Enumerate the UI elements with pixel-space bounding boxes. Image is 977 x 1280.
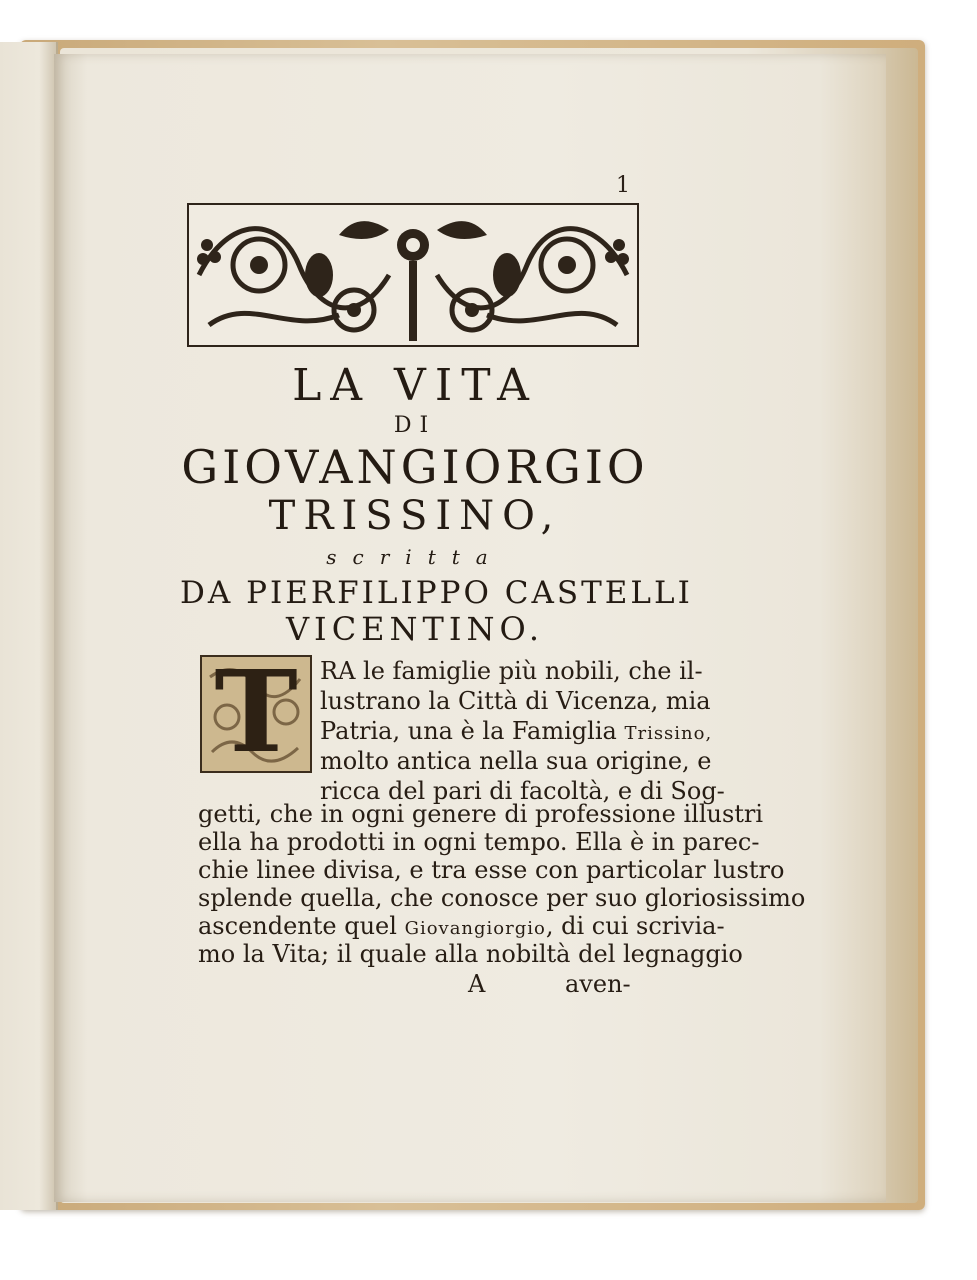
body-line-9: splende quella, che conosce per suo gloriosissimo <box>198 884 806 912</box>
body-line-4: molto antica nella sua origine, e <box>320 747 712 775</box>
body-line-1: RA le famiglie più nobili, che il- <box>320 657 703 685</box>
title-di: DI <box>393 413 437 438</box>
signature-mark: A <box>468 970 486 998</box>
body-line-10-end: , di cui scrivia- <box>545 912 725 940</box>
title-giovangiorgio: GIOVANGIORGIO <box>181 440 649 494</box>
headpiece-ornament-icon <box>189 205 637 345</box>
catchword: aven- <box>565 970 631 998</box>
folio-number: 1 <box>616 173 630 198</box>
title-author: DA PIERFILIPPO CASTELLI <box>180 575 693 611</box>
body-line-7: ella ha prodotti in ogni tempo. Ella è in parec- <box>198 828 760 856</box>
title-trissino: TRISSINO, <box>268 493 562 539</box>
body-line-10 <box>198 912 725 940</box>
body-line-6: getti, che in ogni genere di professione illustri <box>198 800 764 828</box>
body-line-2: lustrano la Città di Vicenza, mia <box>320 687 711 715</box>
body-line-11: mo la Vita; il quale alla nobiltà del legnaggio <box>198 940 743 968</box>
drop-initial-letter: T <box>214 655 298 773</box>
body-line-10-start: ascendente quel <box>198 912 405 940</box>
left-page-edge <box>0 42 58 1210</box>
small-caps-trissino: Trissino, <box>624 723 713 744</box>
drop-initial <box>200 655 312 773</box>
small-caps-giovangiorgio: Giovangiorgio <box>404 918 546 939</box>
body-line-5: ricca del pari di facoltà, e di Sog- <box>320 777 725 805</box>
body-line-3: Patria, una è la Famiglia Trissino, <box>320 717 713 745</box>
body-line-8: chie linee divisa, e tra esse con particolar lustro <box>198 856 785 884</box>
title-scritta: scritta <box>326 545 504 569</box>
ornamental-headpiece <box>187 203 639 347</box>
title-la-vita: LA VITA <box>292 360 538 411</box>
title-vicentino: VICENTINO. <box>285 610 545 648</box>
